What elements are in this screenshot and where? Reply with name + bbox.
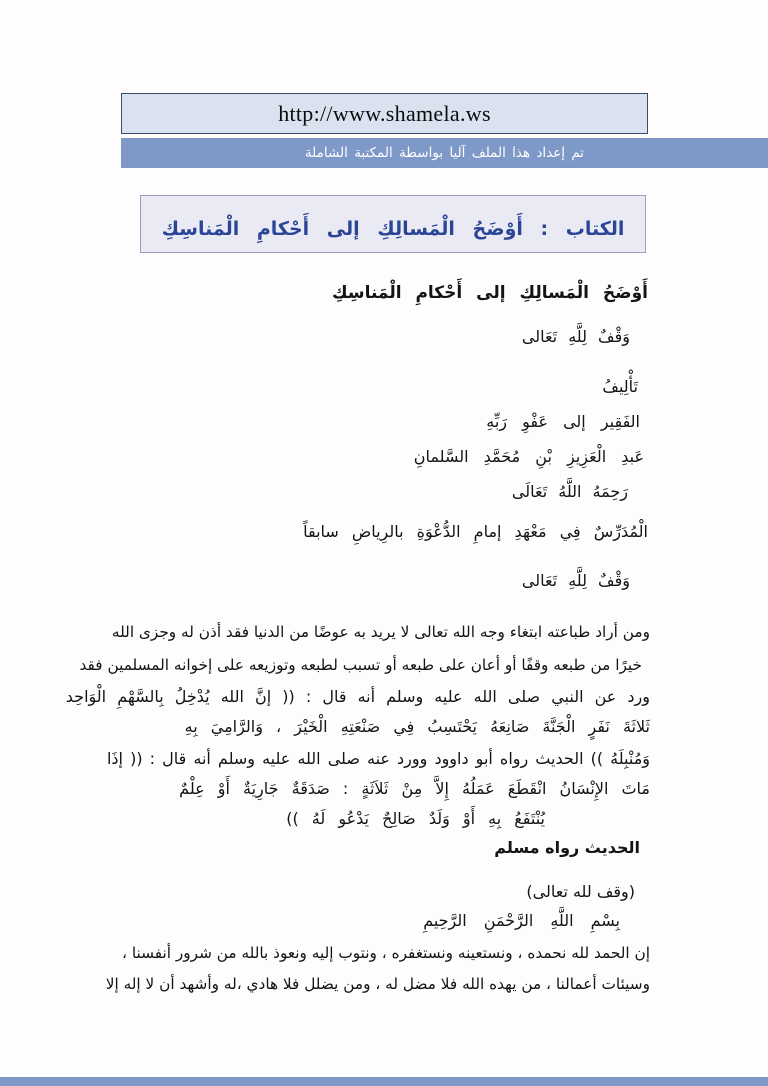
hadith-deeds-line-2: مَاتَ الإِنْسَانُ انْقَطَعَ عَمَلُهُ إِلاَّ مِنْ ثَلاَثَةٍ : صَدَقَةٌ جَارِيَةٌ أَوْ عِلْمٌ	[179, 779, 650, 798]
khutbah-line-1: إن الحمد لله نحمده ، ونستعينه ونستغفره ، ونتوب إليه ونعوذ بالله من شرور أنفسنا ،	[122, 944, 650, 962]
printing-permission-line-1: ومن أراد طباعته ابتغاء وجه الله تعالى لا يريد به عوضًا من الدنيا فقد أذن له وجزى الله	[111, 623, 650, 641]
printing-permission-line-2: خيرًا من طبعه وقفًا أو أعان على طبعه أو تسبب لطبعه وتوزيعه على إخوانه المسلمين فقد	[79, 656, 642, 674]
footer-bar	[0, 1077, 768, 1086]
hadith-deeds-line-3: يُنْتَفَعُ بِهِ أَوْ وَلَدٌ صَالِحٌ يَدْعُو لَهُ ))	[286, 809, 545, 828]
basmala-line: بِسْمِ اللَّهِ الرَّحْمَنِ الرَّحِيمِ	[423, 911, 620, 930]
rahimahu-allah-line: رَحِمَهُ اللَّهُ تَعَالَى	[511, 482, 628, 501]
waqf-dedication-line-2: وَقْفٌ لِلَّهِ تَعَالى	[521, 571, 630, 590]
body-text-column	[65, 0, 650, 1086]
generated-by-text: تم إعداد هذا الملف آليا بواسطة المكتبة الشاملة	[304, 145, 585, 161]
hadith-archer-line-1: ورد عن النبي صلى الله عليه وسلم أنه قال : (( إنَّ الله يُدْخِلُ بِالسَّهْمِ الْوَاحِد	[65, 687, 650, 706]
hadith-source-line: الحديث رواه مسلم	[494, 838, 640, 857]
hadith-deeds-line-1: وَمُنْبِلَهُ )) الحديث رواه أبو داوود وورد عنه صلى الله عليه وسلم أنه قال : (( إذَا	[106, 749, 650, 768]
site-url: http://www.shamela.ws	[278, 100, 491, 126]
waqf-parenthetical-line: (وقف لله تعالى)	[526, 882, 635, 901]
waqf-dedication-line-1: وَقْفٌ لِلَّهِ تَعَالى	[521, 327, 630, 346]
teacher-title-line: الْمُدَرِّسٌ فِي مَعْهَدِ إمامِ الدُّعْوَةِ بالرِياضِ سابقاً	[303, 522, 648, 541]
taleef-heading: تَأْلِيفُ	[602, 377, 638, 396]
book-title-text: الكتاب : أَوْضَحُ الْمَسالِكِ إلى أَحْكامِ الْمَناسِكِ	[161, 218, 625, 240]
author-name-line: عَبدِ الْعَزِيزِ بْنِ مُحَمَّدِ السَّلمانِ	[413, 447, 644, 466]
book-title-line: أَوْضَحُ الْمَسالِكِ إلى أَحْكامِ الْمَناسِكِ	[332, 283, 648, 303]
author-humility-line: الفَقِير إلى عَفْوِ رَبِّهِ	[486, 412, 640, 431]
khutbah-line-2: وسيئات أعمالنا ، من يهده الله فلا مضل له ، ومن يضلل فلا هادي ،له وأشهد أن لا إله إلا	[105, 975, 650, 993]
hadith-archer-line-2: ثَلاثَةَ نَفَرٍ الْجَنَّةَ صَانِعَهُ يَحْتَسِبُ فِي صَنْعَتِهِ الْخَيْرَ ، وَالرَّامِيَ بِهِ	[184, 717, 650, 736]
